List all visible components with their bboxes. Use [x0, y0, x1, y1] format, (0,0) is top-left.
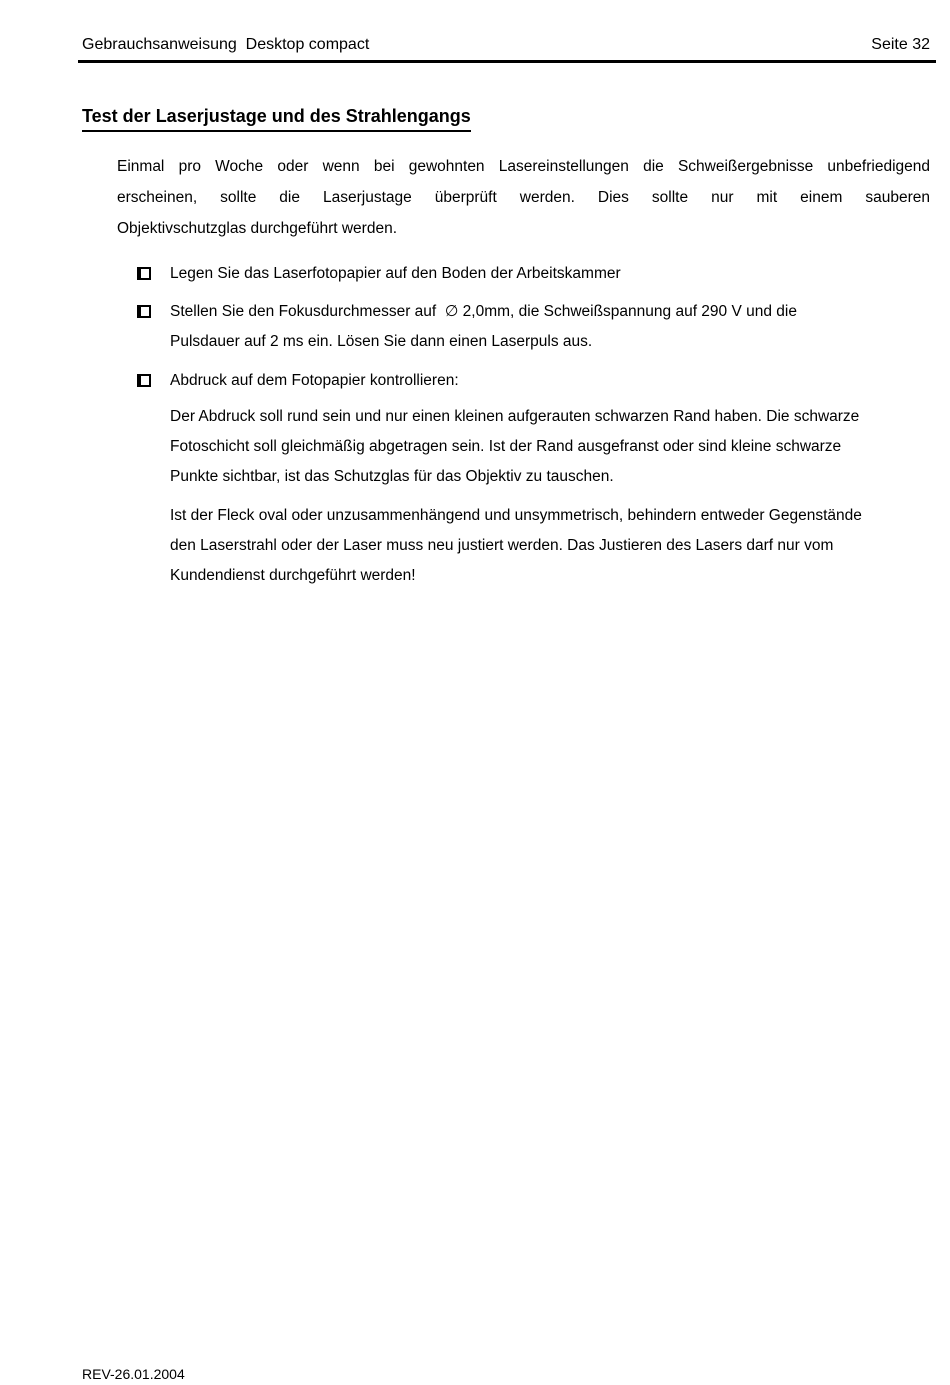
- body-paragraph: [170, 501, 938, 591]
- paragraph-line: Der Abdruck soll rund sein und nur einen kleinen aufgerauten schwarzen Rand haben. Die schwarze: [170, 408, 860, 425]
- checkbox-bullet-icon: [137, 305, 151, 318]
- paragraph-line: Fotoschicht soll gleichmäßig abgetragen sein. Ist der Rand ausgefranst oder sind kleine schwarze: [170, 438, 842, 455]
- checklist-item: [137, 366, 459, 396]
- header-page-number: Seite 32: [871, 36, 930, 53]
- page-header: [82, 36, 930, 54]
- checklist-item-text: [170, 259, 621, 289]
- section-title: Test der Laserjustage und des Strahlengangs: [82, 105, 471, 132]
- checkbox-bullet-icon: [137, 267, 151, 280]
- header-rule: [78, 60, 936, 63]
- paragraph-line: den Laserstrahl oder der Laser muss neu justiert werden. Das Justieren des Lasers darf nur vom: [170, 537, 834, 554]
- checklist-line: Abdruck auf dem Fotopapier kontrollieren:: [170, 372, 459, 389]
- checklist-item-text: [170, 366, 459, 396]
- header-document-title: Gebrauchsanweisung Desktop compact: [82, 36, 370, 53]
- body-paragraph: [170, 402, 938, 492]
- intro-paragraph: [117, 151, 930, 244]
- checklist-item: [137, 259, 621, 289]
- checklist-item-text: [170, 297, 797, 357]
- intro-line: erscheinen, sollte die Laserjustage überprüft werden. Dies sollte nur mit einem sauberen: [117, 189, 930, 206]
- checklist-line: Pulsdauer auf 2 ms ein. Lösen Sie dann einen Laserpuls aus.: [170, 333, 593, 350]
- paragraph-line: Kundendienst durchgeführt werden!: [170, 567, 416, 584]
- checklist-item: [137, 297, 797, 357]
- checklist-line: Stellen Sie den Fokusdurchmesser auf ∅ 2,0mm, die Schweißspannung auf 290 V und die: [170, 303, 797, 320]
- checklist-line: Legen Sie das Laserfotopapier auf den Boden der Arbeitskammer: [170, 265, 621, 282]
- paragraph-line: Punkte sichtbar, ist das Schutzglas für das Objektiv zu tauschen.: [170, 468, 614, 485]
- intro-line: Einmal pro Woche oder wenn bei gewohnten Lasereinstellungen die Schweißergebnisse unbefriedigend: [117, 158, 930, 175]
- footer-revision: REV-26.01.2004: [82, 1366, 185, 1382]
- paragraph-line: Ist der Fleck oval oder unzusammenhängend und unsymmetrisch, behindern entweder Gegenstände: [170, 507, 862, 524]
- intro-line: Objektivschutzglas durchgeführt werden.: [117, 220, 398, 237]
- checkbox-bullet-icon: [137, 374, 151, 387]
